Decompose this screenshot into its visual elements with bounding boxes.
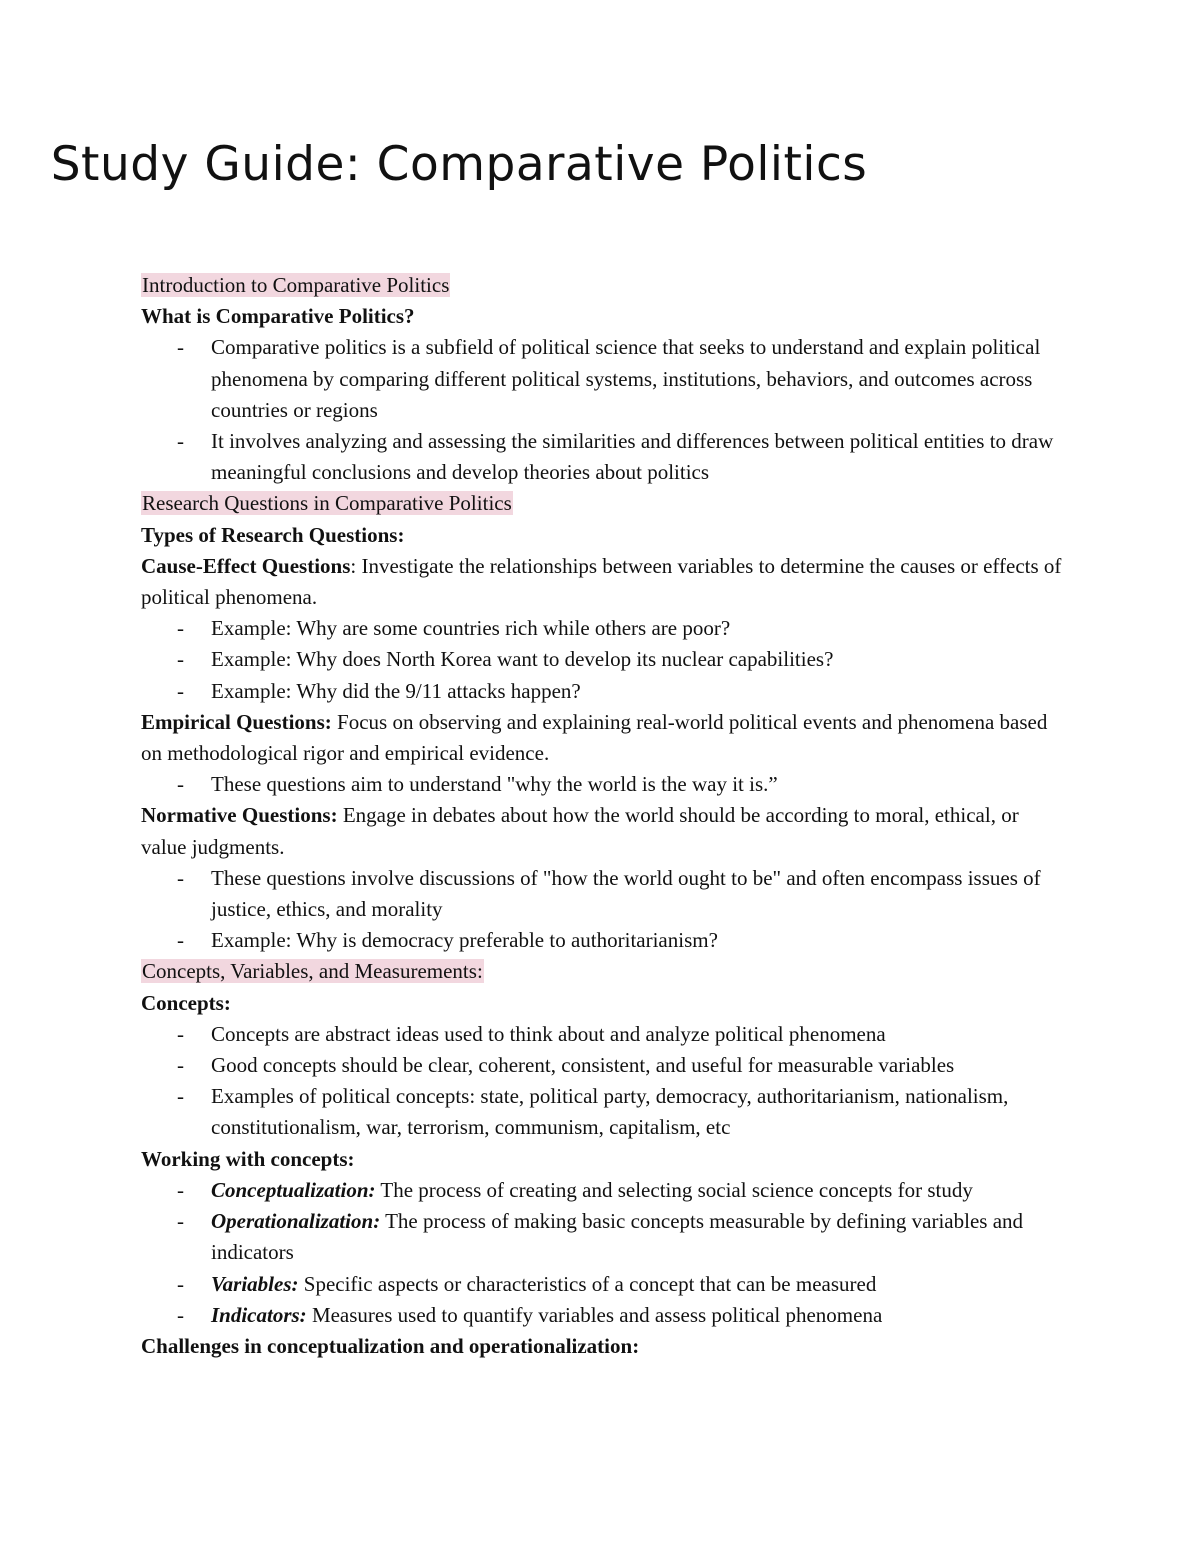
list-item: - Example: Why is democracy preferable to authoritarianism? (141, 925, 1066, 956)
subheading-types: Types of Research Questions: (141, 522, 405, 547)
subheading-working: Working with concepts: (141, 1146, 355, 1171)
normative-paragraph (141, 800, 1066, 862)
term-label: Normative Questions: (141, 803, 338, 828)
list-item: - These questions involve discussions of "how the world ought to be" and often encompass issues of justice, ethics, and morality (141, 863, 1066, 925)
term-label: Variables: (211, 1271, 299, 1296)
normative-list (141, 863, 1066, 957)
list-item: - These questions aim to understand "why the world is the way it is.” (141, 769, 1066, 800)
document-body (141, 270, 1066, 1362)
section-heading-intro (141, 270, 1066, 301)
list-item: - It involves analyzing and assessing the similarities and differences between political entities to draw meaningful conclusions and develop theories about politics (141, 426, 1066, 488)
working-list (141, 1175, 1066, 1331)
term-description: The process of creating and selecting social science concepts for study (375, 1177, 973, 1202)
term-label: Operationalization: (211, 1209, 381, 1234)
cause-effect-paragraph (141, 551, 1066, 613)
highlighted-heading: Introduction to Comparative Politics (142, 273, 450, 297)
intro-list (141, 332, 1066, 488)
term-description: Specific aspects or characteristics of a concept that can be measured (298, 1271, 877, 1296)
empirical-paragraph (141, 707, 1066, 769)
list-item: - Comparative politics is a subfield of political science that seeks to understand and explain political phenomena by comparing different political systems, institutions, behaviors, and outcomes across countries or regions (141, 332, 1066, 426)
term-description: The process of making basic concepts measurable by defining variables and indicators (211, 1209, 1024, 1265)
highlighted-heading: Research Questions in Comparative Politics (142, 491, 512, 516)
page-title: Study Guide: Comparative Politics (50, 137, 868, 192)
list-item (141, 1175, 1066, 1206)
term-description: Focus on observing and explaining real-world political events and phenomena based on methodological rigor and empirical evidence. (141, 709, 1048, 766)
list-item: - Good concepts should be clear, coherent, consistent, and useful for measurable variables (141, 1050, 1066, 1081)
section-heading-concepts (141, 956, 1066, 987)
list-item: - Example: Why are some countries rich while others are poor? (141, 613, 1066, 644)
term-label: Cause-Effect Questions (141, 553, 351, 578)
term-description: Engage in debates about how the world should be according to moral, ethical, or value judgments. (141, 803, 1019, 859)
highlighted-heading: Concepts, Variables, and Measurements: (142, 959, 483, 984)
term-description: : Investigate the relationships between variables to determine the causes or effects of political phenomena. (141, 553, 1062, 610)
subheading-challenges: Challenges in conceptualization and operationalization: (141, 1333, 640, 1358)
subheading-concepts: Concepts: (141, 990, 231, 1015)
term-label: Conceptualization: (211, 1177, 376, 1202)
cause-effect-list (141, 613, 1066, 707)
list-item: - Examples of political concepts: state, political party, democracy, authoritarianism, nationalism, constitutionalism, war, terrorism, communism, capitalism, etc (141, 1081, 1066, 1143)
list-item: - Example: Why does North Korea want to develop its nuclear capabilities? (141, 644, 1066, 675)
list-item (141, 1269, 1066, 1300)
list-item: - Example: Why did the 9/11 attacks happen? (141, 676, 1066, 707)
concepts-list (141, 1019, 1066, 1144)
term-description: Measures used to quantify variables and assess political phenomena (306, 1302, 883, 1327)
empirical-list (141, 769, 1066, 800)
section-heading-research (141, 488, 1066, 519)
list-item (141, 1300, 1066, 1331)
term-label: Indicators: (211, 1302, 307, 1327)
term-label: Empirical Questions: (141, 709, 332, 734)
list-item (141, 1206, 1066, 1268)
list-item: - Concepts are abstract ideas used to think about and analyze political phenomena (141, 1019, 1066, 1050)
subheading-what-is: What is Comparative Politics? (141, 304, 415, 329)
